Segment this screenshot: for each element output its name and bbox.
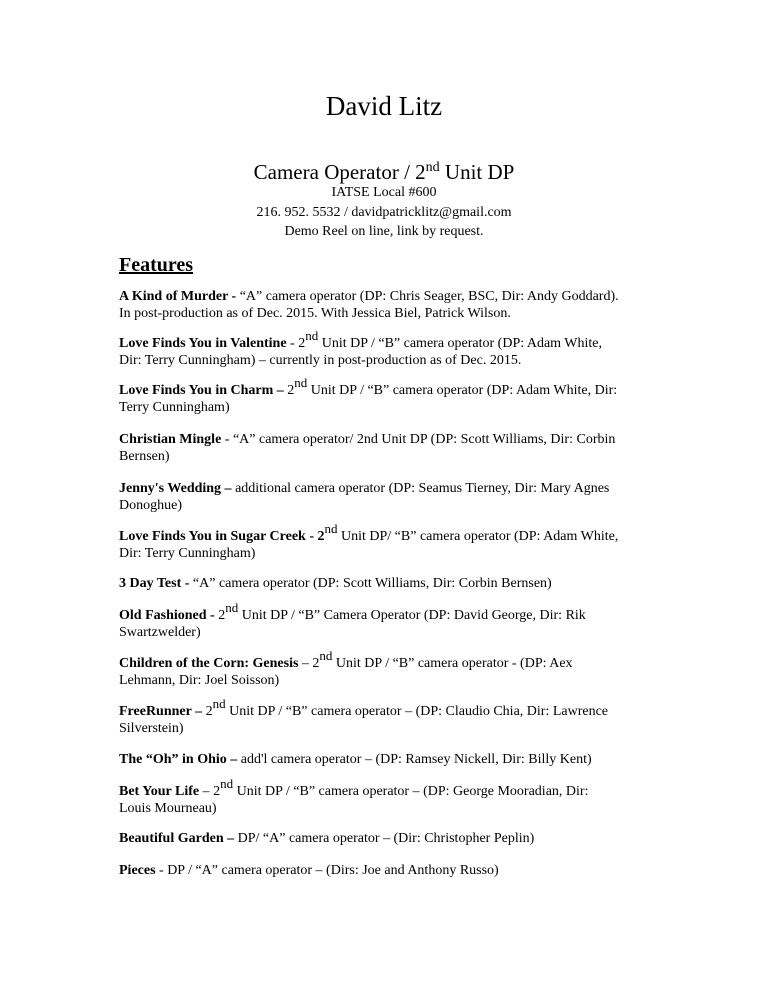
feature-credit-line2: Silverstein) <box>119 721 184 736</box>
feature-credit: – 2 <box>199 784 221 799</box>
resume-name: David Litz <box>325 91 443 121</box>
feature-credit-cont: Unit DP / “B” camera operator (DP: Adam White, Dir: <box>307 383 618 398</box>
feature-entry <box>119 480 659 514</box>
feature-entry <box>119 696 659 737</box>
union-line: IATSE Local #600 <box>331 185 437 200</box>
feature-title: Love Finds You in Valentine <box>119 336 287 351</box>
ordinal-superscript: nd <box>324 521 338 536</box>
feature-credit-cont: Unit DP / “B” camera operator (DP: Adam White, <box>318 336 603 351</box>
feature-credit-line2: Dir: Terry Cunningham) – currently in post-production as of Dec. 2015. <box>119 353 522 368</box>
feature-title: Love Finds You in Sugar Creek - 2 <box>119 529 325 544</box>
feature-credit: DP/ “A” camera operator – (Dir: Christopher Peplin) <box>234 831 535 846</box>
feature-entry <box>119 288 659 322</box>
ordinal-superscript: nd <box>212 696 226 711</box>
feature-title: 3 Day Test - <box>119 576 190 591</box>
feature-entry <box>119 521 659 562</box>
feature-entry <box>119 830 659 847</box>
feature-title: The “Oh” in Ohio – <box>119 752 238 767</box>
ordinal-superscript: nd <box>220 776 234 791</box>
feature-credit: 2 <box>202 704 213 719</box>
feature-entry <box>119 328 659 369</box>
feature-credit: add'l camera operator – (DP: Ramsey Nickell, Dir: Billy Kent) <box>237 752 592 767</box>
feature-title: FreeRunner – <box>119 704 203 719</box>
feature-credit-cont: Unit DP / “B” camera operator – (DP: George Mooradian, Dir: <box>233 784 589 799</box>
feature-credit-cont: Unit DP / “B” camera operator – (DP: Claudio Chia, Dir: Lawrence <box>225 704 609 719</box>
feature-title: Beautiful Garden – <box>119 831 235 846</box>
feature-entry <box>119 751 659 768</box>
feature-credit: “A” camera operator (DP: Scott Williams, Dir: Corbin Bernsen) <box>189 576 552 591</box>
reel-line: Demo Reel on line, link by request. <box>284 224 484 239</box>
feature-credit: - “A” camera operator/ 2nd Unit DP (DP: Scott Williams, Dir: Corbin <box>221 432 616 447</box>
role-prefix: Camera Operator / 2 <box>253 160 426 184</box>
feature-entry <box>119 431 659 465</box>
feature-credit-line2: In post-production as of Dec. 2015. With Jessica Biel, Patrick Wilson. <box>119 306 511 321</box>
role-superscript: nd <box>425 160 440 175</box>
feature-credit-cont: Unit DP / “B” camera operator - (DP: Aex <box>332 656 573 671</box>
feature-credit-line2: Dir: Terry Cunningham) <box>119 546 256 561</box>
feature-title: Bet Your Life <box>119 784 200 799</box>
feature-credit-line2: Donoghue) <box>119 498 182 513</box>
feature-credit: 2 <box>283 383 295 398</box>
features-heading: Features <box>119 254 194 276</box>
feature-entry <box>119 375 659 416</box>
feature-credit-line2: Bernsen) <box>119 449 170 464</box>
feature-title: Christian Mingle <box>119 432 222 447</box>
feature-credit: 2 <box>214 608 226 623</box>
role-suffix: Unit DP <box>439 160 515 184</box>
feature-credit-line2: Louis Mourneau) <box>119 801 217 816</box>
feature-title: Old Fashioned - <box>119 608 215 623</box>
feature-entry <box>119 776 659 817</box>
contact-line: 216. 952. 5532 / davidpatricklitz@gmail.com <box>256 205 512 220</box>
feature-entry <box>119 862 659 879</box>
feature-credit: “A” camera operator (DP: Chris Seager, BSC, Dir: Andy Goddard). <box>236 289 619 304</box>
feature-title: A Kind of Murder - <box>119 289 237 304</box>
feature-title: Jenny's Wedding – <box>119 481 232 496</box>
ordinal-superscript: nd <box>319 648 333 663</box>
ordinal-superscript: nd <box>305 328 319 343</box>
feature-credit: - DP / “A” camera operator – (Dirs: Joe and Anthony Russo) <box>155 863 499 878</box>
feature-credit-cont: Unit DP / “B” Camera Operator (DP: David George, Dir: Rik <box>238 608 586 623</box>
feature-credit-cont: Unit DP/ “B” camera operator (DP: Adam White, <box>337 529 619 544</box>
feature-credit: – 2 <box>298 656 320 671</box>
feature-title: Pieces <box>119 863 156 878</box>
feature-entry <box>119 648 659 689</box>
feature-credit-line2: Lehmann, Dir: Joel Soisson) <box>119 673 280 688</box>
feature-title: Children of the Corn: Genesis <box>119 656 299 671</box>
feature-credit: additional camera operator (DP: Seamus Tierney, Dir: Mary Agnes <box>231 481 610 496</box>
feature-credit-line2: Swartzwelder) <box>119 625 201 640</box>
feature-credit-line2: Terry Cunningham) <box>119 400 230 415</box>
feature-entry <box>119 575 659 592</box>
feature-entry <box>119 600 659 641</box>
feature-title: Love Finds You in Charm – <box>119 383 284 398</box>
ordinal-superscript: nd <box>225 600 239 615</box>
ordinal-superscript: nd <box>294 375 308 390</box>
feature-credit: - 2 <box>286 336 306 351</box>
